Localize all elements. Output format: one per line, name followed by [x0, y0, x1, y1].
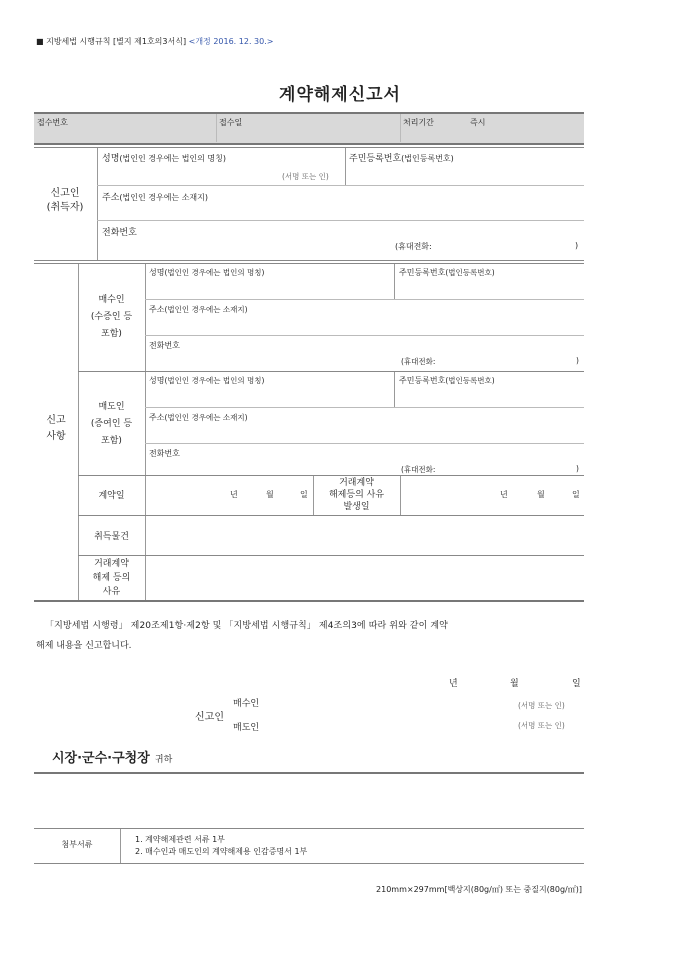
- reporter-address-note: (법인인 경우에는 소재지): [119, 193, 208, 202]
- cancel-month: 월: [537, 490, 545, 499]
- contract-date-label: 계약일: [98, 491, 125, 501]
- buyer-id-field[interactable]: [399, 267, 495, 278]
- seller-label-1: 매도인: [98, 402, 125, 412]
- contract-day: 일: [300, 490, 308, 499]
- reporter-mobile-label: (휴대전화:: [395, 242, 432, 251]
- processing-period-value: 즉시: [470, 118, 486, 127]
- receipt-date-label: 접수일: [219, 118, 243, 127]
- reporter-label-1: 신고인: [50, 188, 80, 199]
- sign-day: 일: [572, 679, 581, 689]
- statement-line-1: 「지방세법 시행령」 제20조제1항·제2항 및 「지방세법 시행규칙」 제4조의3에 따라 위와 같이 계약: [45, 621, 448, 631]
- reporter-name-field[interactable]: [102, 151, 226, 164]
- seller-mobile-close: ): [576, 464, 579, 473]
- attachments-label: 첨부서류: [61, 840, 93, 849]
- report-section-label: [34, 413, 78, 445]
- receipt-number-label: 접수번호: [37, 118, 68, 127]
- reporter-sign-note: (서명 또는 인): [282, 172, 329, 181]
- buyer-address-note: (법인인 경우에는 소재지): [164, 305, 248, 314]
- seller-label: [78, 399, 145, 450]
- sign-year: 년: [449, 679, 458, 689]
- reason-label-1: 거래계약: [94, 559, 129, 569]
- seller-name-field[interactable]: [149, 375, 264, 386]
- sign-seller-label: 매도인: [233, 723, 260, 733]
- statement-line-2: 해제 내용을 신고합니다.: [36, 641, 132, 651]
- seller-name-label: 성명: [149, 376, 165, 385]
- buyer-label-1: 매수인: [98, 295, 125, 305]
- reporter-name-label: 성명: [102, 154, 120, 164]
- addressee-name: 시장·군수·구청장: [52, 751, 150, 766]
- reporter-label-2: (취득자): [46, 202, 84, 213]
- cancel-date-label-3: 발생일: [343, 502, 370, 512]
- reason-label: [78, 557, 145, 599]
- receipt-bar: [34, 113, 584, 143]
- cancel-date-label-1: 거래계약: [339, 478, 374, 488]
- addressee: [52, 747, 172, 766]
- buyer-id-label: 주민등록번호: [399, 268, 446, 277]
- reporter-id-label: 주민등록번호: [349, 154, 402, 164]
- form-ref-text: ■ 지방세법 시행규칙 [별지 제1호의3서식]: [36, 37, 187, 46]
- buyer-name-field[interactable]: [149, 267, 264, 278]
- seller-id-note: (법인등록번호): [445, 376, 495, 385]
- reporter-address-label: 주소: [102, 193, 120, 203]
- buyer-address-label: 주소: [149, 305, 165, 314]
- buyer-phone-field[interactable]: 전화번호: [149, 341, 180, 350]
- cancel-date-label: [313, 477, 400, 513]
- seller-address-note: (법인인 경우에는 소재지): [164, 413, 248, 422]
- property-field[interactable]: [146, 516, 584, 555]
- cancel-date-label-2: 해제등의 사유: [328, 490, 385, 500]
- seller-address-field[interactable]: [149, 412, 248, 423]
- reporter-id-note: (법인등록번호): [401, 154, 454, 163]
- reporter-mobile-close: ): [575, 241, 579, 250]
- buyer-id-note: (법인등록번호): [445, 268, 495, 277]
- report-label-2: 사항: [46, 431, 66, 442]
- seller-sign-note[interactable]: (서명 또는 인): [518, 721, 565, 730]
- buyer-name-label: 성명: [149, 268, 165, 277]
- seller-name-note: (법인인 경우에는 법인의 명칭): [164, 376, 265, 385]
- seller-mobile-label: (휴대전화:: [401, 465, 436, 474]
- sign-buyer-label: 매수인: [233, 699, 260, 709]
- reporter-id-field[interactable]: [349, 151, 454, 164]
- buyer-mobile-close: ): [576, 356, 579, 365]
- sign-month: 월: [510, 679, 519, 689]
- buyer-label-3: 포함): [101, 329, 122, 339]
- buyer-name-note: (법인인 경우에는 법인의 명칭): [164, 268, 265, 277]
- reporter-name-note: (법인인 경우에는 법인의 명칭): [119, 154, 226, 163]
- reason-field[interactable]: [146, 556, 584, 600]
- buyer-label: [78, 292, 145, 343]
- reason-label-2: 해제 등의: [92, 573, 131, 583]
- property-label: 취득물건: [94, 532, 129, 542]
- sign-reporter-label: 신고인: [195, 712, 224, 723]
- attachment-item-1: 1. 계약해제관련 서류 1부: [135, 835, 225, 844]
- revision-text: <개정 2016. 12. 30.>: [188, 37, 274, 46]
- buyer-mobile-label: (휴대전화:: [401, 357, 436, 366]
- processing-period-label: 처리기간: [403, 118, 434, 127]
- reporter-phone-field[interactable]: 전화번호: [102, 228, 137, 238]
- paper-spec: 210mm×297mm[백상지(80g/㎡) 또는 중질지(80g/㎡)]: [376, 885, 582, 894]
- seller-label-2: (증여인 등: [90, 419, 133, 429]
- reporter-address-field[interactable]: [102, 190, 208, 203]
- buyer-address-field[interactable]: [149, 304, 248, 315]
- addressee-suffix: 귀하: [154, 755, 173, 765]
- seller-id-field[interactable]: [399, 375, 495, 386]
- attachment-item-2: 2. 매수인과 매도인의 계약해제용 인감증명서 1부: [135, 847, 308, 856]
- cancel-year: 년: [500, 490, 508, 499]
- form-reference: [36, 36, 273, 47]
- buyer-sign-note[interactable]: (서명 또는 인): [518, 701, 565, 710]
- page-title: 계약해제신고서: [279, 85, 401, 105]
- buyer-label-2: (수증인 등: [90, 312, 133, 322]
- report-label-1: 신고: [46, 415, 66, 426]
- cancel-day: 일: [572, 490, 580, 499]
- reporter-section-label: [34, 187, 96, 215]
- contract-month: 월: [266, 490, 274, 499]
- seller-id-label: 주민등록번호: [399, 376, 446, 385]
- contract-year: 년: [230, 490, 238, 499]
- reason-label-3: 사유: [102, 587, 121, 597]
- seller-label-3: 포함): [101, 436, 122, 446]
- seller-phone-field[interactable]: 전화번호: [149, 449, 180, 458]
- seller-address-label: 주소: [149, 413, 165, 422]
